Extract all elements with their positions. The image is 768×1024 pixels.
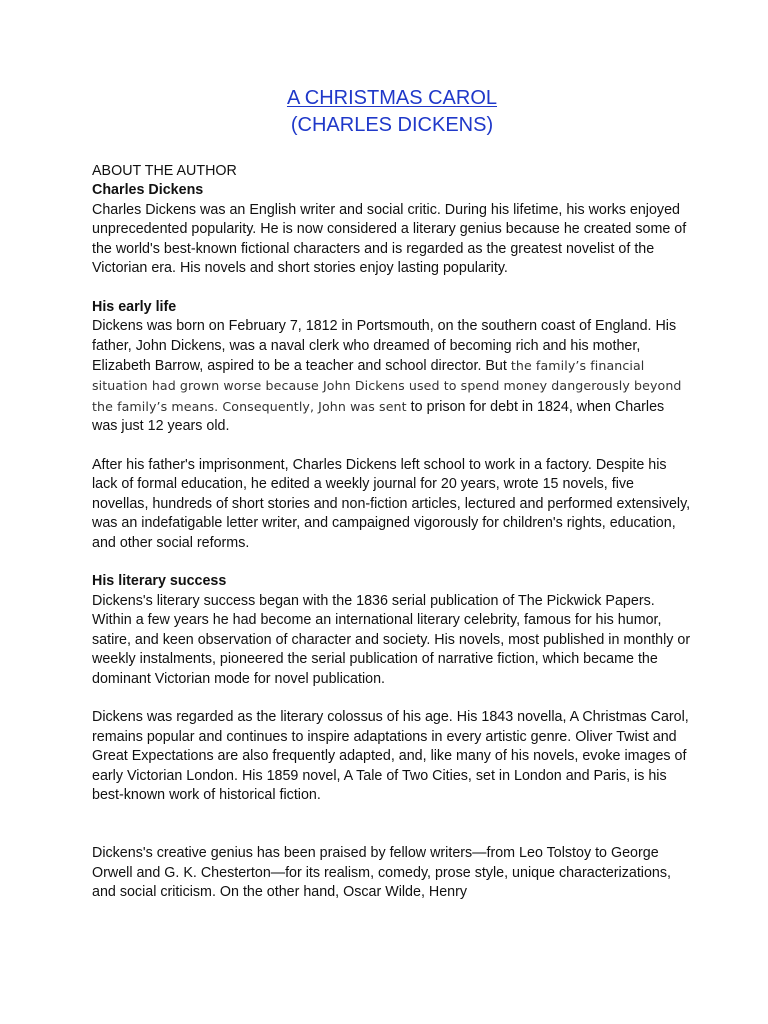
document-subtitle: (CHARLES DICKENS)	[290, 114, 494, 136]
spacer	[92, 278, 692, 297]
early-life-text-a: Dickens was born on February 7, 1812 in Portsmouth, on the southern coast of England. His father, John Dickens, was a naval clerk who dreamed of becoming rich and his mother, Elizabeth Barrow, aspired to be a teacher and school director. But	[92, 318, 677, 375]
early-life-text-c: to prison for debt in 1824, when Charles was just 12 years old.	[92, 398, 665, 435]
literary-paragraph-3: Dickens's creative genius has been praised by fellow writers—from Leo Tolstoy to George Orwell and G. K. Chesterton—for its realism, comedy, prose style, unique characterizations, and social criticism. On the other hand, Oscar Wilde, Henry	[92, 845, 671, 901]
spacer	[92, 437, 692, 456]
document-page	[92, 85, 692, 903]
literary-paragraph-2: Dickens was regarded as the literary colossus of his age. His 1843 novella, A Christmas Carol, remains popular and continues to inspire adaptations in every artistic genre. Oliver Twist and Great Expectations are also frequently adapted, and, like many of his novels, evoke images of early Victorian London. His 1859 novel, A Tale of Two Cities, set in London and Paris, is his best-known work of historical fiction.	[92, 709, 689, 803]
title-block	[92, 85, 692, 139]
early-life-text-b: the family’s financial situation had grown worse because John Dickens used to spend money dangerously beyond the family’s means. Consequently, John was sent	[92, 358, 682, 414]
spacer	[92, 553, 692, 572]
spacer	[92, 689, 692, 708]
literary-success-heading: His literary success	[92, 573, 227, 590]
literary-paragraph-1: Dickens's literary success began with the 1836 serial publication of The Pickwick Papers. Within a few years he had become an international literary celebrity, famous for his humor, satire, and keen observation of character and society. His novels, most published in monthly or weekly instalments, pioneered the serial publication of narrative fiction, which became the dominant Victorian mode for novel publication.	[92, 592, 691, 687]
early-life-paragraph-1	[92, 317, 692, 436]
early-life-paragraph-2: After his father's imprisonment, Charles Dickens left school to work in a factory. Despite his lack of formal education, he edited a weekly journal for 20 years, wrote 15 novels, five novellas, hundreds of short stories and non-fiction articles, lectured and performed extensively, was an indefatigable letter writer, and campaigned vigorously for children's rights, education, and other social reforms.	[92, 457, 691, 551]
section-label: ABOUT THE AUTHOR	[92, 163, 237, 179]
document-title: A CHRISTMAS CAROL	[286, 87, 498, 109]
author-heading: Charles Dickens	[92, 182, 204, 199]
spacer	[92, 805, 692, 844]
intro-paragraph: Charles Dickens was an English writer and social critic. During his lifetime, his works enjoyed unprecedented popularity. He is now considered a literary genius because he created some of the world's best-known fictional characters and is regarded as the greatest novelist of the Victorian era. His novels and short stories enjoy lasting popularity.	[92, 201, 687, 277]
early-life-heading: His early life	[92, 298, 177, 315]
